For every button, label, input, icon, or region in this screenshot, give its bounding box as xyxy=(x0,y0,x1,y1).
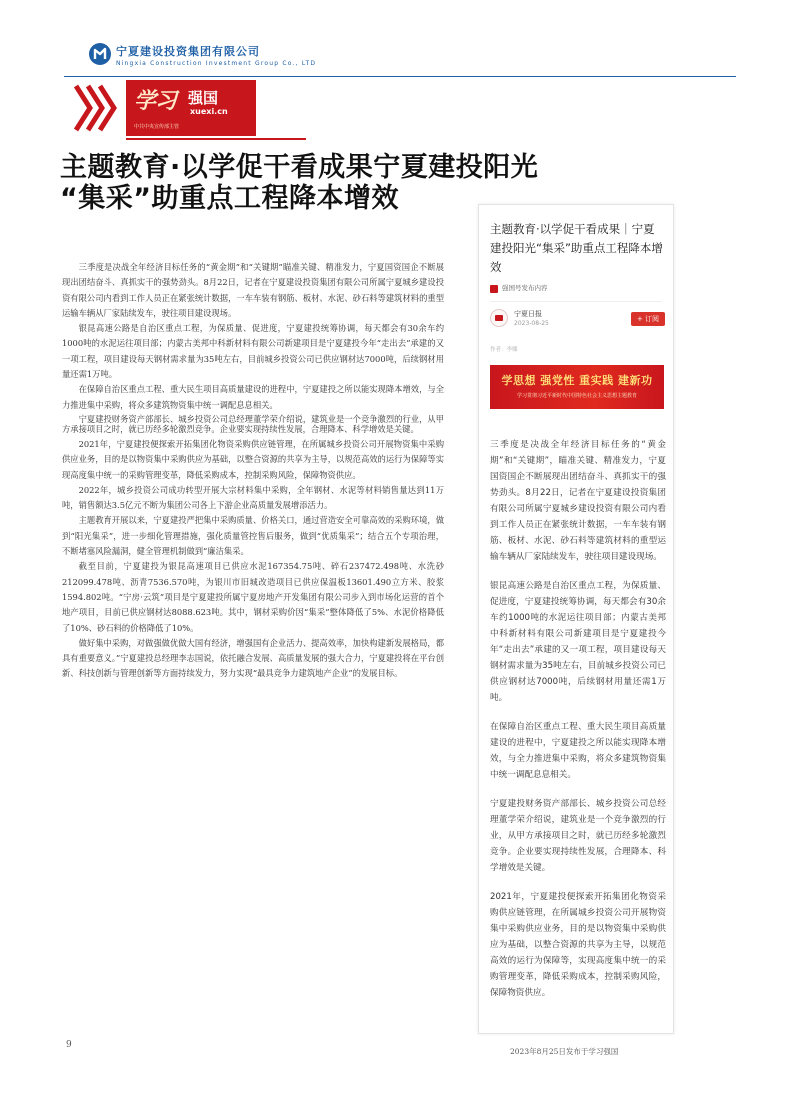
phone-author: 作者：李娜 xyxy=(490,347,518,353)
article-paragraph: 2021年，宁夏建投便探索开拓集团化物资采购供应链管理，在所属城乡投资公司开展物资集中采购供应业务，目的是以物资集中采购供应为基础，以整合资源的共享为主导，以规范高效的运行为保障等实现高度集中统一的采购管理变革，降低采购成本，控制采购风险，保障物资供应。 xyxy=(62,438,444,480)
xuexi-badge xyxy=(126,80,256,136)
theme-banner-sub: 学习贯彻习近平新时代中国特色社会主义思想主题教育 xyxy=(516,393,637,399)
phone-screenshot xyxy=(478,204,674,1034)
article-paragraph: 截至目前，宁夏建投为银昆高速项目已供应水泥167354.75吨、碎石237472.498吨、水洗砂212099.478吨、沥青7536.570吨，为银川市旧城改造项目已供应保温板13601.490立方米、胶浆1594.802吨。“宁房·云筑”项目是宁夏建投所属宁夏房地产开发集团有限公司步入到市场化运营的首个地产项目，目前已供应钢材达8088.623吨。其中，钢材采购价因“集采”整体降低了5%、水泥价格降低了10%、砂石料的价格降低了10%。 xyxy=(62,561,444,633)
publish-date: 2023-08-25 xyxy=(514,320,549,327)
company-name xyxy=(116,43,316,67)
phone-paragraph: 三季度是决战全年经济目标任务的“黄金期”和“关键期”，瞄准关键、精准发力，宁夏国资国企不断展现出团结奋斗、真抓实干的强势劲头。8月22日，记者在宁夏建设投资集团有限公司所属宁夏城乡建设投资有限公司内看到工作人员正在紧张统计数据，一车车装有钢筋、板材、水泥、砂石料等建筑材料的重型运输车辆从厂家陆续发车，驶往项目建设现场。 xyxy=(490,440,666,562)
phone-paragraph: 在保障自治区重点工程、重大民生项目高质量建设的进程中，宁夏建投之所以能实现降本增效，与全力推进集中采购，将众多建筑物资集中统一调配息息相关。 xyxy=(490,722,666,780)
chevron-right-icon xyxy=(74,84,118,132)
article-paragraph: 主题教育开展以来，宁夏建投严把集中采购质量、价格关口，通过营造安全可靠高效的采购环境，做到“阳光集采”，进一步细化管理措施，强化质量管控售后服务，做到“优质集采”；结合五个专项治理，不断堵塞风险漏洞，健全管理机制做到“廉洁集采。 xyxy=(62,515,444,557)
phone-article-body xyxy=(490,437,666,1014)
newspaper-icon xyxy=(495,315,503,321)
theme-banner-main: 学思想 强党性 重实践 建新功 xyxy=(501,374,653,387)
article-paragraph: 三季度是决战全年经济目标任务的“黄金期”和“关键期”瞄准关键、精准发力，宁夏国资国企不断展现出团结奋斗、真抓实干的强势劲头。8月22日，记者在宁夏建设投资集团有限公司所属宁夏城乡建设投资有限公司内看到工作人员正在紧张统计数据，一车车装有钢筋、板材、水泥、砂石料等建筑材料的重型运输车辆从厂家陆续发车，驶往项目建设现场。 xyxy=(62,262,444,318)
xuexi-domain: xuexi.cn xyxy=(190,107,228,116)
header-divider xyxy=(64,76,736,77)
article-paragraph: 2022年，城乡投资公司成功转型开展大宗材料集中采购，全年钢材、水泥等材料销售量达到11万吨，销售额达3.5亿元不断为集团公司各上下游企业高质量发展增添活力。 xyxy=(62,484,444,511)
account-name[interactable]: 宁夏日报 xyxy=(514,310,542,318)
article-paragraph: 做好集中采购，对做强做优做大国有经济，增强国有企业活力、提高效率，加快构建新发展格局，都具有重要意义。”宁夏建投总经理李志国说，依托融合发展、高质量发展的强大合力，宁夏建投将在平台创新、科技创新与管理创新等方面持续发力，努力实现“最具竞争力建筑地产企业”的发展目标。 xyxy=(62,637,444,679)
article-paragraph: 宁夏建投财务资产部部长、城乡投资公司总经理董学荣介绍说，建筑业是一个竞争激烈的行业，从甲方承接项目之时，就已历经多轮激烈竞争。企业要实现持续性发展，合理降本、科学增效是关键。 xyxy=(62,413,444,435)
xuexi-script: 学习 xyxy=(134,88,177,114)
article-body xyxy=(62,260,444,682)
phone-article-title: 主题教育·以学促干看成果｜宁夏建投阳光“集采”助重点工程降本增效 xyxy=(490,222,663,274)
xuexi-subtitle: 中共中央宣传部主管 xyxy=(134,124,180,130)
article-title-line2: “集采”助重点工程降本增效 xyxy=(60,183,399,214)
company-name-en: Ningxia Construction Investment Group Co., LTD xyxy=(116,60,317,67)
xuexi-source-icon xyxy=(490,285,498,293)
phone-source-label: 强国号发布内容 xyxy=(502,284,548,292)
phone-paragraph: 2021年，宁夏建投便探索开拓集团化物资采购供应链管理，在所属城乡投资公司开展物资集中采购供应业务，目的是以物资集中采购供应为基础，以整合资源的共享为主导，以规范高效的运行为保障等，实现高度集中统一的采购管理变革，降低采购成本，控制采购风险，保障物资供应。 xyxy=(490,892,666,998)
company-name-cn: 宁夏建设投资集团有限公司 xyxy=(116,45,260,58)
page-number: 9 xyxy=(66,1040,72,1050)
theme-banner xyxy=(490,365,664,409)
article-paragraph: 在保障自治区重点工程、重大民生项目高质量建设的进程中，宁夏建投之所以能实现降本增效，与全力推进集中采购，将众多建筑物资集中统一调配息息相关。 xyxy=(62,384,444,410)
phone-paragraph: 宁夏建投财务资产部部长、城乡投资公司总经理董学荣介绍说，建筑业是一个竞争激烈的行业，从甲方承接项目之时，就已历经多轮激烈竞争。企业要实现持续性发展，合理降本、科学增效是关键。 xyxy=(490,799,666,873)
xuexi-brand: 强国 xyxy=(188,89,219,107)
company-logo-icon xyxy=(88,42,112,66)
subscribe-button[interactable]: + 订阅 xyxy=(631,312,665,326)
account-avatar[interactable] xyxy=(490,309,508,327)
badge-underline xyxy=(126,138,306,140)
article-paragraph: 银昆高速公路是自治区重点工程，为保质量、促进度，宁夏建投统筹协调，每天都会有30余车约1000吨的水泥运往项目部；内蒙古美邦中科新材料有限公司新建项目是宁夏建投今年“走出去”承建的又一项工程，项目建设每天钢材需求量为35吨左右，目前城乡投资公司已供应钢材达7000吨，后续钢材用量还需1万吨。 xyxy=(62,323,444,380)
phone-divider xyxy=(490,301,662,302)
article-title-line1: 主题教育·以学促干看成果宁夏建投阳光 xyxy=(60,152,539,183)
footer-note: 2023年8月25日发布于学习强国 xyxy=(510,1047,619,1056)
phone-paragraph: 银昆高速公路是自治区重点工程，为保质量、促进度，宁夏建投统筹协调，每天都会有30余车约1000吨的水泥运往项目部；内蒙古美邦中科新材料有限公司新建项目是宁夏建投今年“走出去”承建的又一项工程，项目建设每天钢材需求量为35吨左右，目前城乡投资公司已供应钢材达7000吨，后续钢材用量还需1万吨。 xyxy=(490,581,666,703)
